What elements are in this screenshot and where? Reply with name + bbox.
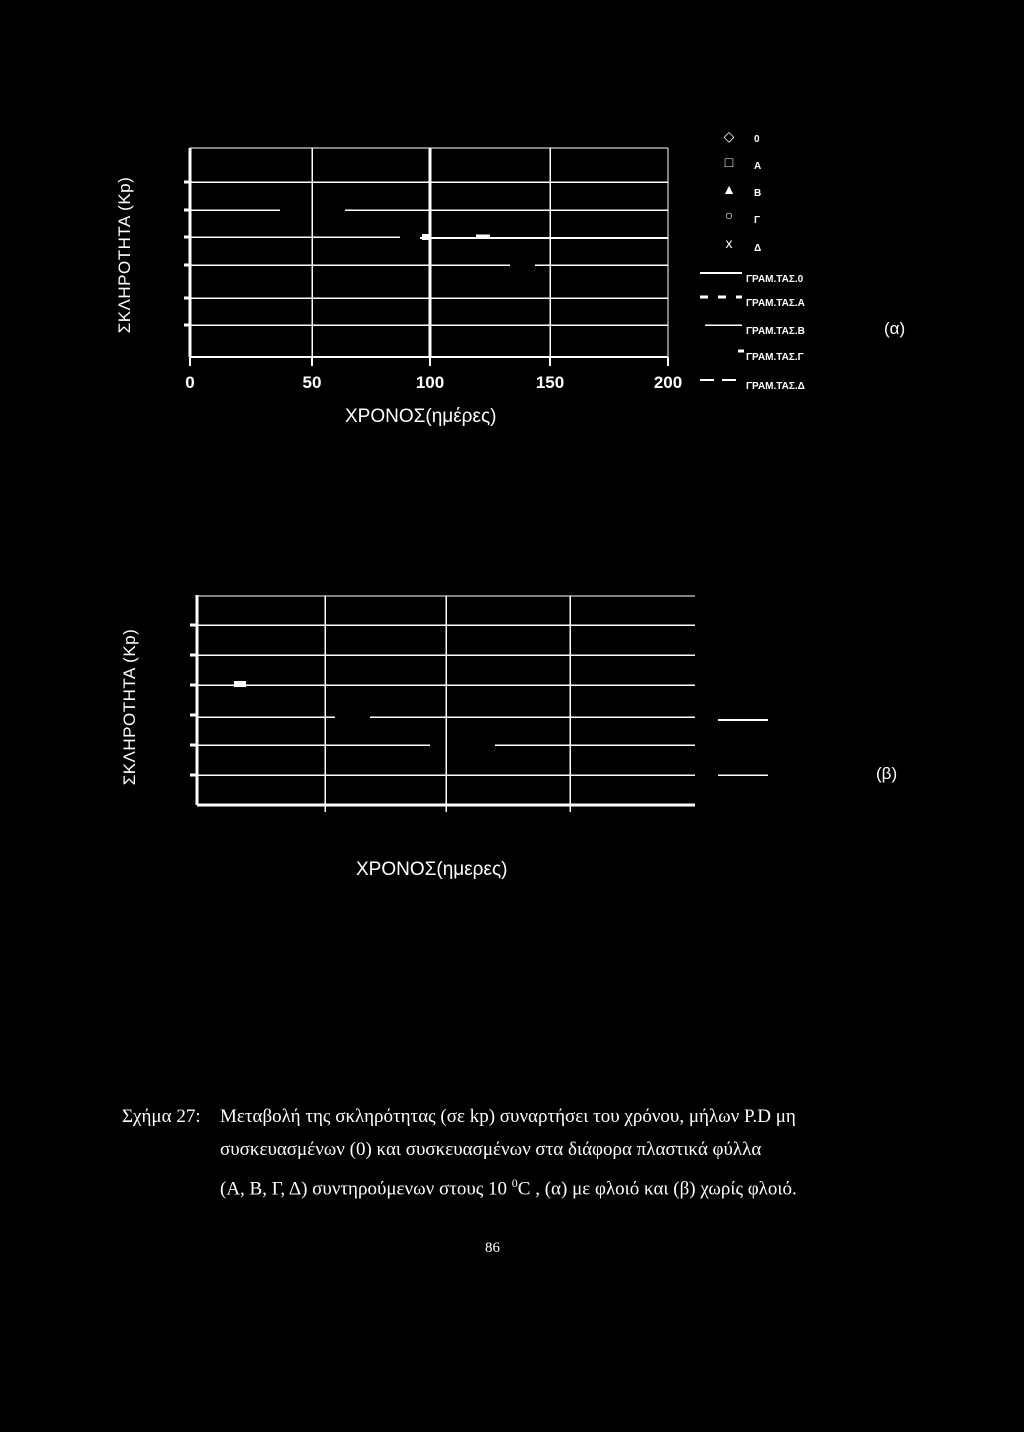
- legend-line-label: ΓΡΑΜ.ΤΑΣ.Δ: [746, 381, 805, 392]
- chart-a-x-axis-label: ΧΡΟΝΟΣ(ημέρες): [345, 406, 497, 427]
- chart-a-x-tick: 50: [302, 373, 322, 392]
- chart-a-plot: [0, 0, 1024, 420]
- chart-a-x-tick: 200: [653, 373, 683, 392]
- chart-b-marker: [234, 681, 246, 687]
- chart-b-x-axis-label: ΧΡΟΝΟΣ(ημερες): [356, 859, 508, 880]
- chart-b-y-axis-label: ΣΚΛΗΡΟΤΗΤΑ (Kp): [120, 628, 139, 786]
- legend-marker-label: Β: [754, 188, 762, 199]
- chart-b-panel-label: (β): [876, 764, 898, 783]
- triangle-icon: ▲: [722, 181, 736, 197]
- legend-line-label: ΓΡΑΜ.ΤΑΣ.0: [746, 274, 804, 285]
- chart-a-x-tick: 0: [185, 373, 195, 392]
- figure-caption-line-1: Μεταβολή της σκληρότητας (σε kp) συναρτήσει του χρόνου, μήλων P.D μη: [220, 1106, 796, 1127]
- diamond-icon: ◇: [723, 128, 735, 144]
- chart-a-y-axis-label: ΣΚΛΗΡΟΤΗΤΑ (Kp): [115, 176, 134, 334]
- figure-caption-line-2: συσκευασμένων (0) και συσκευασμένων στα διάφορα πλαστικά φύλλα: [220, 1139, 762, 1160]
- circle-icon: ○: [724, 207, 734, 223]
- legend-line-label: ΓΡΑΜ.ΤΑΣ.Β: [746, 326, 805, 337]
- page-number: 86: [485, 1240, 500, 1256]
- caption-line-3-end: C , (α) με φλοιό και (β) χωρίς φλοιό.: [517, 1178, 797, 1200]
- legend-marker-label: 0: [754, 134, 760, 145]
- chart-b-plot: [0, 580, 1024, 820]
- legend-marker-label: Γ: [754, 215, 761, 226]
- chart-a-panel-label: (α): [884, 319, 906, 338]
- chart-a-x-tick: 150: [535, 373, 565, 392]
- square-icon: □: [724, 154, 734, 170]
- chart-a-marker: [422, 234, 430, 240]
- chart-a-x-tick: 100: [415, 373, 445, 392]
- legend-line-label: ΓΡΑΜ.ΤΑΣ.Γ: [746, 352, 804, 363]
- caption-line-3-start: (Α, Β, Γ, Δ) συντηρούμενων στους 10: [220, 1178, 512, 1200]
- legend-marker-label: Δ: [754, 243, 762, 254]
- degree-superscript: 0: [511, 1176, 518, 1190]
- legend-line-label: ΓΡΑΜ.ΤΑΣ.Α: [746, 298, 805, 309]
- legend-marker-label: Α: [754, 161, 762, 172]
- figure-caption-label: Σχήμα 27:: [122, 1106, 201, 1127]
- cross-icon: x: [725, 235, 733, 251]
- figure-caption-line-3: [220, 1176, 797, 1200]
